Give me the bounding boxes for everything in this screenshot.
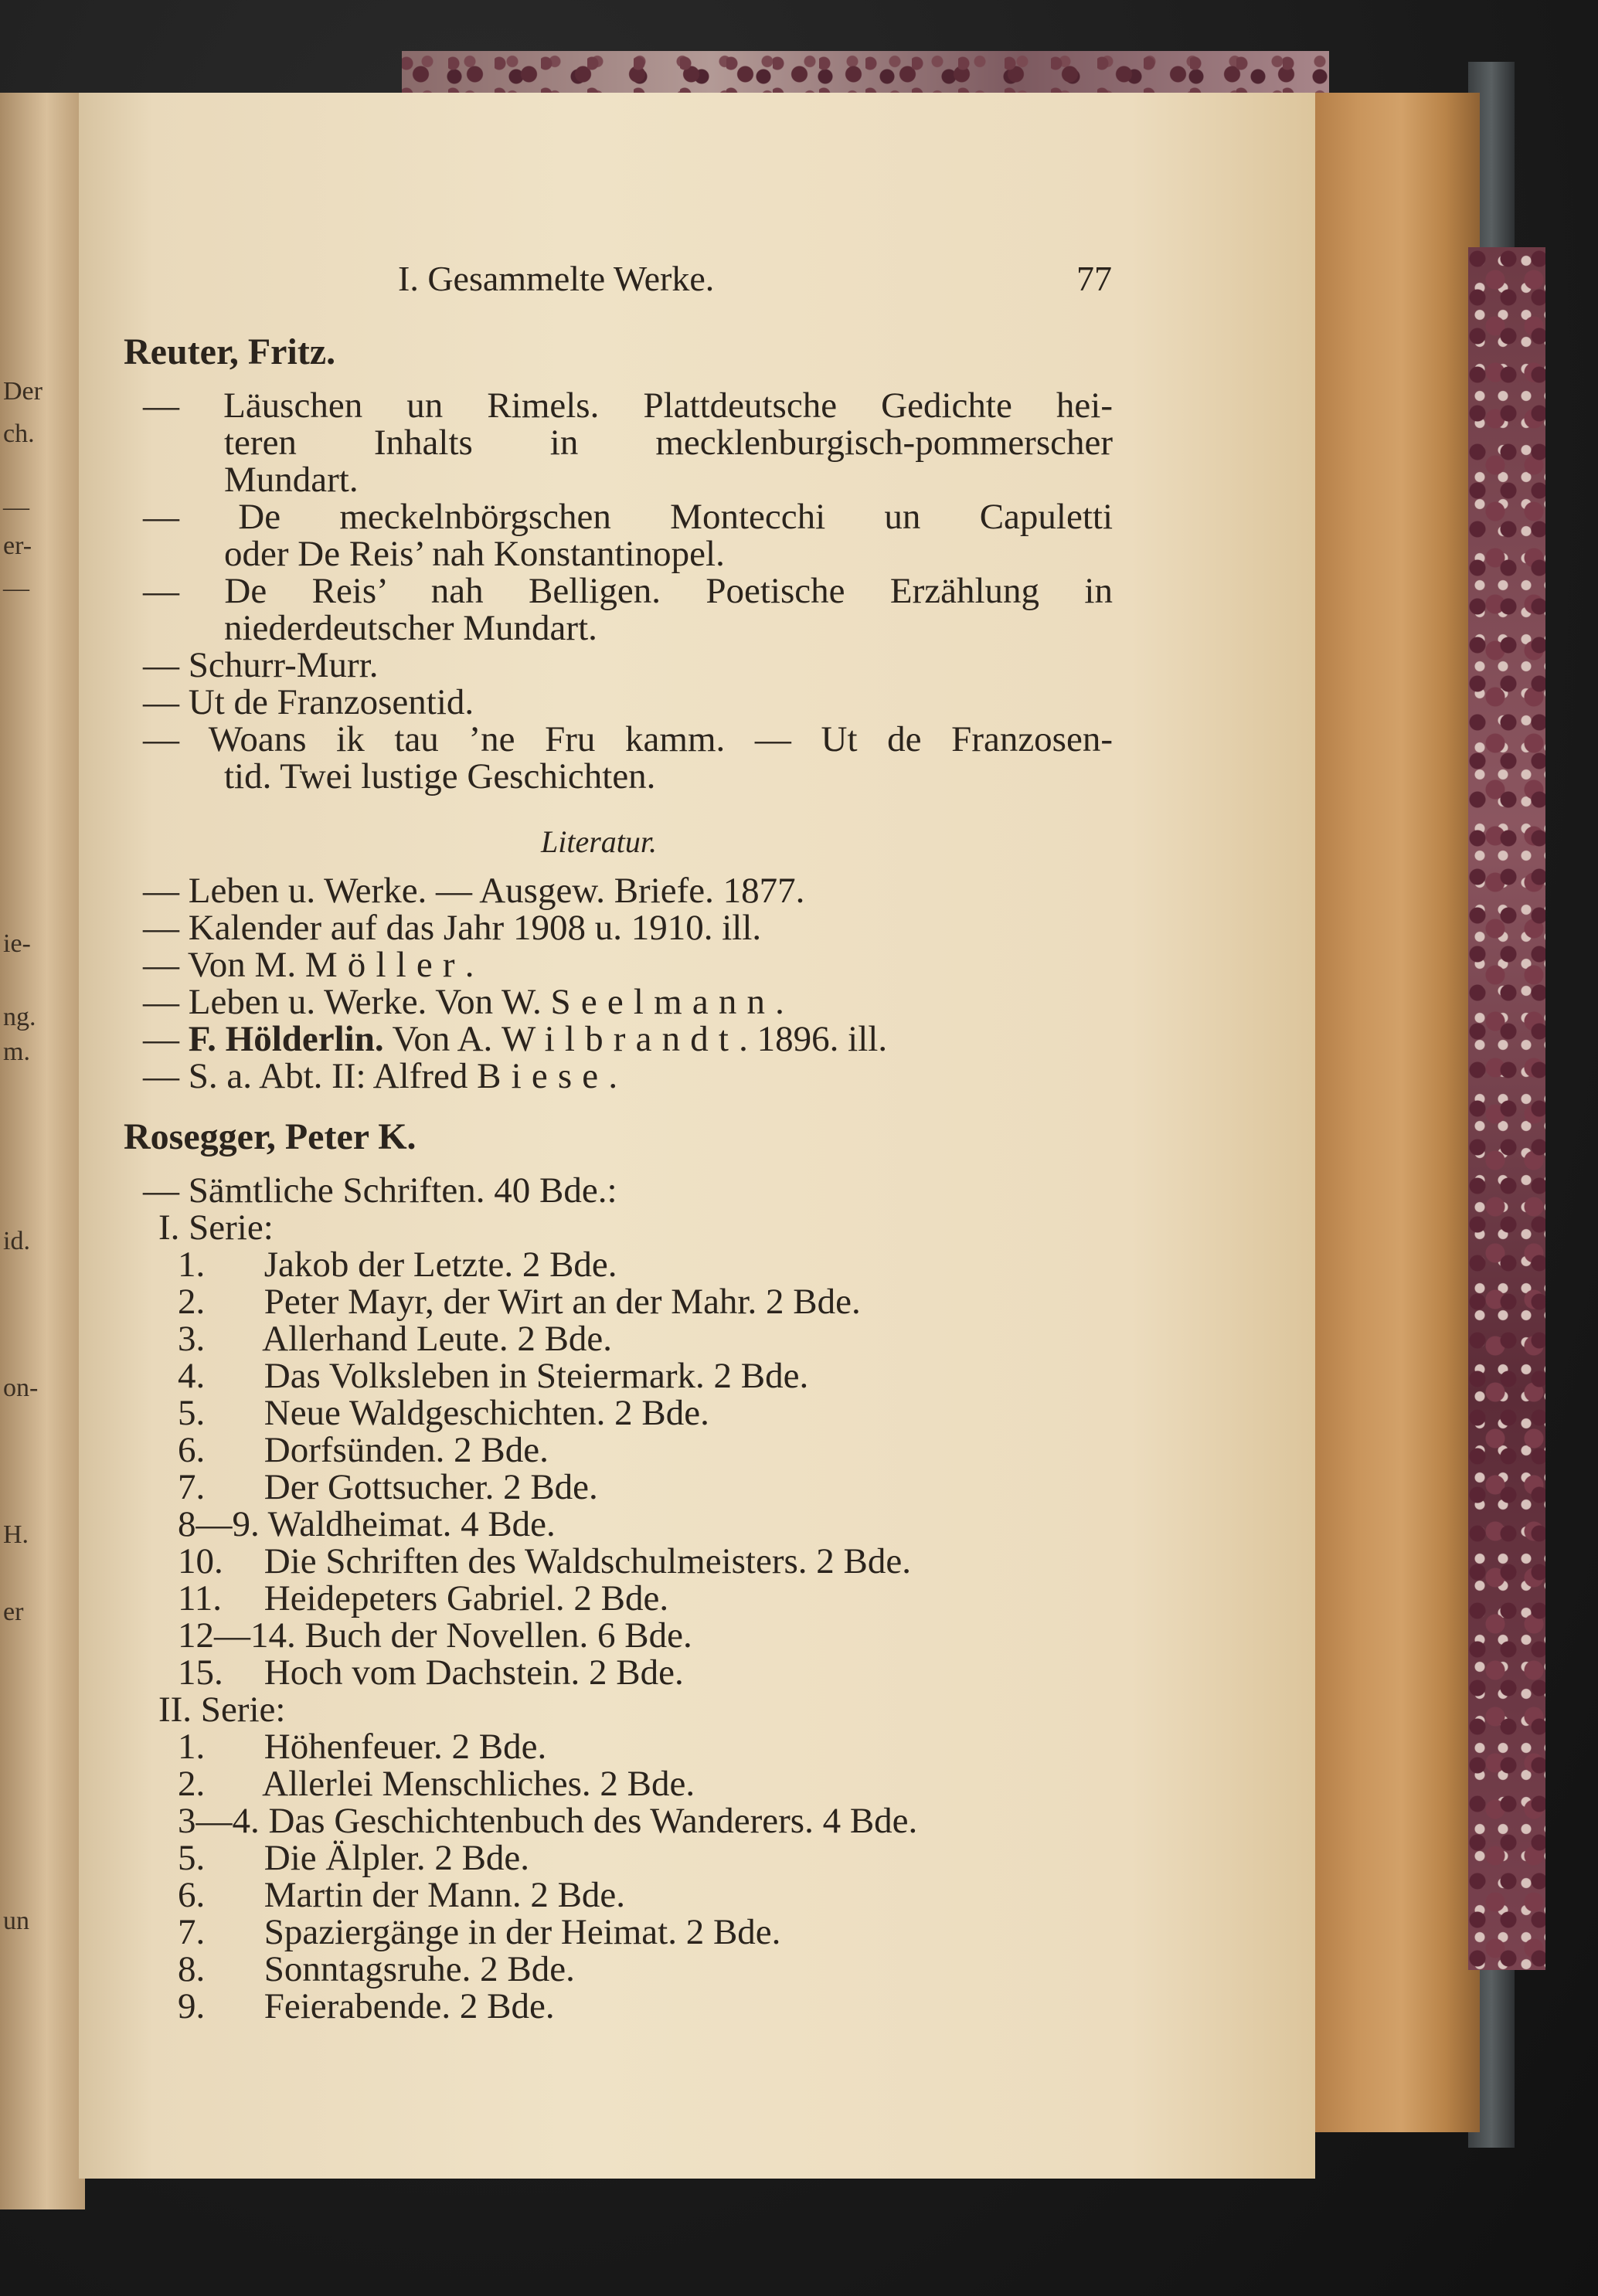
item-title: Die Älpler. 2 Bde. bbox=[255, 1838, 530, 1878]
series-item bbox=[178, 1469, 598, 1506]
work-line: Mundart. bbox=[224, 460, 359, 500]
item-number: 12—14. bbox=[178, 1615, 296, 1656]
work-line: oder De Reis’ nah Konstantinopel. bbox=[224, 534, 725, 574]
item-number: 5. bbox=[178, 1393, 206, 1433]
entry-text: — Von M. bbox=[143, 945, 305, 985]
entry-text: Von A. bbox=[383, 1019, 502, 1059]
work-line: teren Inhalts in mecklenburgisch-pommerscher bbox=[224, 423, 1113, 463]
work-line: — Läuschen un Rimels. Plattdeutsche Gedichte hei- bbox=[143, 385, 1113, 426]
series-item bbox=[178, 1578, 669, 1618]
work-line: — Schurr-Murr. bbox=[143, 645, 379, 685]
item-title: Sonntagsruhe. 2 Bde. bbox=[255, 1949, 575, 1989]
entry-author: Seelmann bbox=[550, 982, 776, 1022]
item-title: Höhenfeuer. 2 Bde. bbox=[255, 1727, 547, 1767]
entry-text: . bbox=[464, 945, 474, 985]
series-item bbox=[178, 1766, 695, 1802]
literature-entry bbox=[143, 1021, 887, 1058]
item-number: 10. bbox=[178, 1541, 223, 1581]
item-number: 1. bbox=[178, 1245, 206, 1285]
item-number: 6. bbox=[178, 1430, 206, 1470]
left-page-fragment: Der bbox=[3, 377, 42, 406]
series-item bbox=[178, 1803, 917, 1839]
work-line: — De Reis’ nah Belligen. Poetische Erzählung in bbox=[143, 571, 1113, 611]
item-number: 3—4. bbox=[178, 1801, 260, 1841]
entry-text: — S. a. Abt. II: Alfred bbox=[143, 1056, 478, 1096]
item-title: Spaziergänge in der Heimat. 2 Bde. bbox=[255, 1912, 781, 1952]
marbled-cover-edge bbox=[1468, 247, 1545, 1970]
left-page-fragment: er- bbox=[3, 532, 32, 560]
series-item bbox=[178, 1951, 575, 1988]
series-item bbox=[178, 1247, 617, 1283]
series-item bbox=[178, 1615, 692, 1656]
series-item bbox=[178, 1729, 546, 1765]
left-page-fragment: ie- bbox=[3, 929, 31, 958]
series-label: I. Serie: bbox=[158, 1207, 274, 1248]
literature-entry bbox=[143, 910, 761, 946]
entry-subject: F. Hölderlin. bbox=[188, 1019, 384, 1059]
series-item bbox=[178, 1321, 612, 1357]
page-fore-edge bbox=[1306, 93, 1480, 2132]
left-page-fragment: un bbox=[3, 1907, 29, 1935]
literature-entry bbox=[143, 873, 804, 909]
item-number: 3. bbox=[178, 1319, 206, 1359]
series-item bbox=[178, 1986, 555, 2026]
item-number: 6. bbox=[178, 1875, 206, 1915]
series-item bbox=[178, 1395, 709, 1432]
literature-entry bbox=[143, 1058, 617, 1095]
item-title: Dorfsünden. 2 Bde. bbox=[255, 1430, 549, 1470]
left-page-edge bbox=[0, 93, 85, 2209]
left-page-fragment: H. bbox=[3, 1520, 29, 1549]
series-item bbox=[178, 1877, 625, 1914]
entry-text: — Leben u. Werke. Von W. bbox=[143, 982, 551, 1022]
running-title: I. Gesammelte Werke. bbox=[398, 259, 715, 298]
entry-text: — Kalender auf das Jahr 1908 u. 1910. ill. bbox=[143, 908, 762, 948]
page-number: 77 bbox=[1076, 259, 1112, 298]
item-title: Feierabende. 2 Bde. bbox=[255, 1986, 555, 2026]
item-number: 5. bbox=[178, 1838, 206, 1878]
item-number: 2. bbox=[178, 1764, 206, 1804]
entry-text: . bbox=[775, 982, 784, 1022]
item-title: Allerhand Leute. 2 Bde. bbox=[255, 1319, 613, 1359]
entry-text: . bbox=[608, 1056, 618, 1096]
work-line: — Ut de Franzosentid. bbox=[143, 682, 474, 722]
collection-line: — Sämtliche Schriften. 40 Bde.: bbox=[143, 1170, 617, 1211]
item-title: Der Gottsucher. 2 Bde. bbox=[255, 1467, 598, 1507]
item-title: Martin der Mann. 2 Bde. bbox=[255, 1875, 626, 1915]
entry-text: . 1896. ill. bbox=[739, 1019, 888, 1059]
item-number: 2. bbox=[178, 1282, 206, 1322]
work-line: — Woans ik tau ’ne Fru kamm. — Ut de Franzosen- bbox=[143, 719, 1113, 759]
item-title: Hoch vom Dachstein. 2 Bde. bbox=[255, 1652, 684, 1693]
literature-entry bbox=[143, 947, 474, 983]
work-line: niederdeutscher Mundart. bbox=[224, 608, 597, 648]
item-number: 8—9. bbox=[178, 1504, 260, 1544]
series-item bbox=[178, 1914, 780, 1951]
item-title: Waldheimat. 4 Bde. bbox=[259, 1504, 556, 1544]
series-item bbox=[178, 1541, 912, 1581]
entry-text: — Leben u. Werke. — Ausgew. Briefe. 1877. bbox=[143, 871, 805, 911]
series-item bbox=[178, 1432, 549, 1469]
item-title: Allerlei Menschliches. 2 Bde. bbox=[255, 1764, 695, 1804]
left-page-fragment: — bbox=[3, 493, 29, 521]
series-item bbox=[178, 1358, 808, 1394]
entry-author: Wilbrandt bbox=[502, 1019, 740, 1059]
left-page-fragment: er bbox=[3, 1598, 24, 1626]
item-number: 4. bbox=[178, 1356, 206, 1396]
item-number: 8. bbox=[178, 1949, 206, 1989]
work-line: tid. Twei lustige Geschichten. bbox=[224, 756, 656, 796]
entry-author: Biese bbox=[477, 1056, 609, 1096]
left-page-fragment: id. bbox=[3, 1227, 30, 1255]
item-title: Jakob der Letzte. 2 Bde. bbox=[255, 1245, 617, 1285]
item-title: Das Geschichtenbuch des Wanderers. 4 Bde. bbox=[259, 1801, 918, 1841]
item-title: Peter Mayr, der Wirt an der Mahr. 2 Bde. bbox=[255, 1282, 861, 1322]
item-number: 7. bbox=[178, 1912, 206, 1952]
work-line: — De meckelnbörgschen Montecchi un Capuletti bbox=[143, 497, 1113, 537]
item-title: Buch der Novellen. 6 Bde. bbox=[295, 1615, 692, 1656]
literature-entry bbox=[143, 984, 784, 1021]
item-number: 9. bbox=[178, 1986, 206, 2026]
left-page-fragment: ch. bbox=[3, 419, 35, 448]
item-title: Heidepeters Gabriel. 2 Bde. bbox=[255, 1578, 669, 1618]
item-title: Die Schriften des Waldschulmeisters. 2 Bde. bbox=[255, 1541, 912, 1581]
entry-author: Möller bbox=[304, 945, 465, 985]
series-item bbox=[178, 1284, 861, 1320]
item-number: 11. bbox=[178, 1578, 223, 1618]
item-title: Das Volksleben in Steiermark. 2 Bde. bbox=[255, 1356, 809, 1396]
left-page-fragment: on- bbox=[3, 1374, 39, 1402]
author-heading-reuter: Reuter, Fritz. bbox=[124, 331, 336, 372]
item-title: Neue Waldgeschichten. 2 Bde. bbox=[255, 1393, 709, 1433]
series-label: II. Serie: bbox=[158, 1690, 286, 1730]
item-number: 15. bbox=[178, 1652, 223, 1693]
author-heading-rosegger: Rosegger, Peter K. bbox=[124, 1116, 416, 1157]
series-item bbox=[178, 1506, 556, 1543]
left-page-fragment: m. bbox=[3, 1038, 30, 1066]
item-number: 7. bbox=[178, 1467, 206, 1507]
entry-text: — bbox=[143, 1019, 189, 1059]
item-number: 1. bbox=[178, 1727, 206, 1767]
left-page-fragment: — bbox=[3, 574, 29, 603]
left-page-fragment: ng. bbox=[3, 1003, 36, 1031]
series-item bbox=[178, 1652, 684, 1693]
series-item bbox=[178, 1840, 529, 1877]
literature-heading: Literatur. bbox=[541, 824, 658, 859]
